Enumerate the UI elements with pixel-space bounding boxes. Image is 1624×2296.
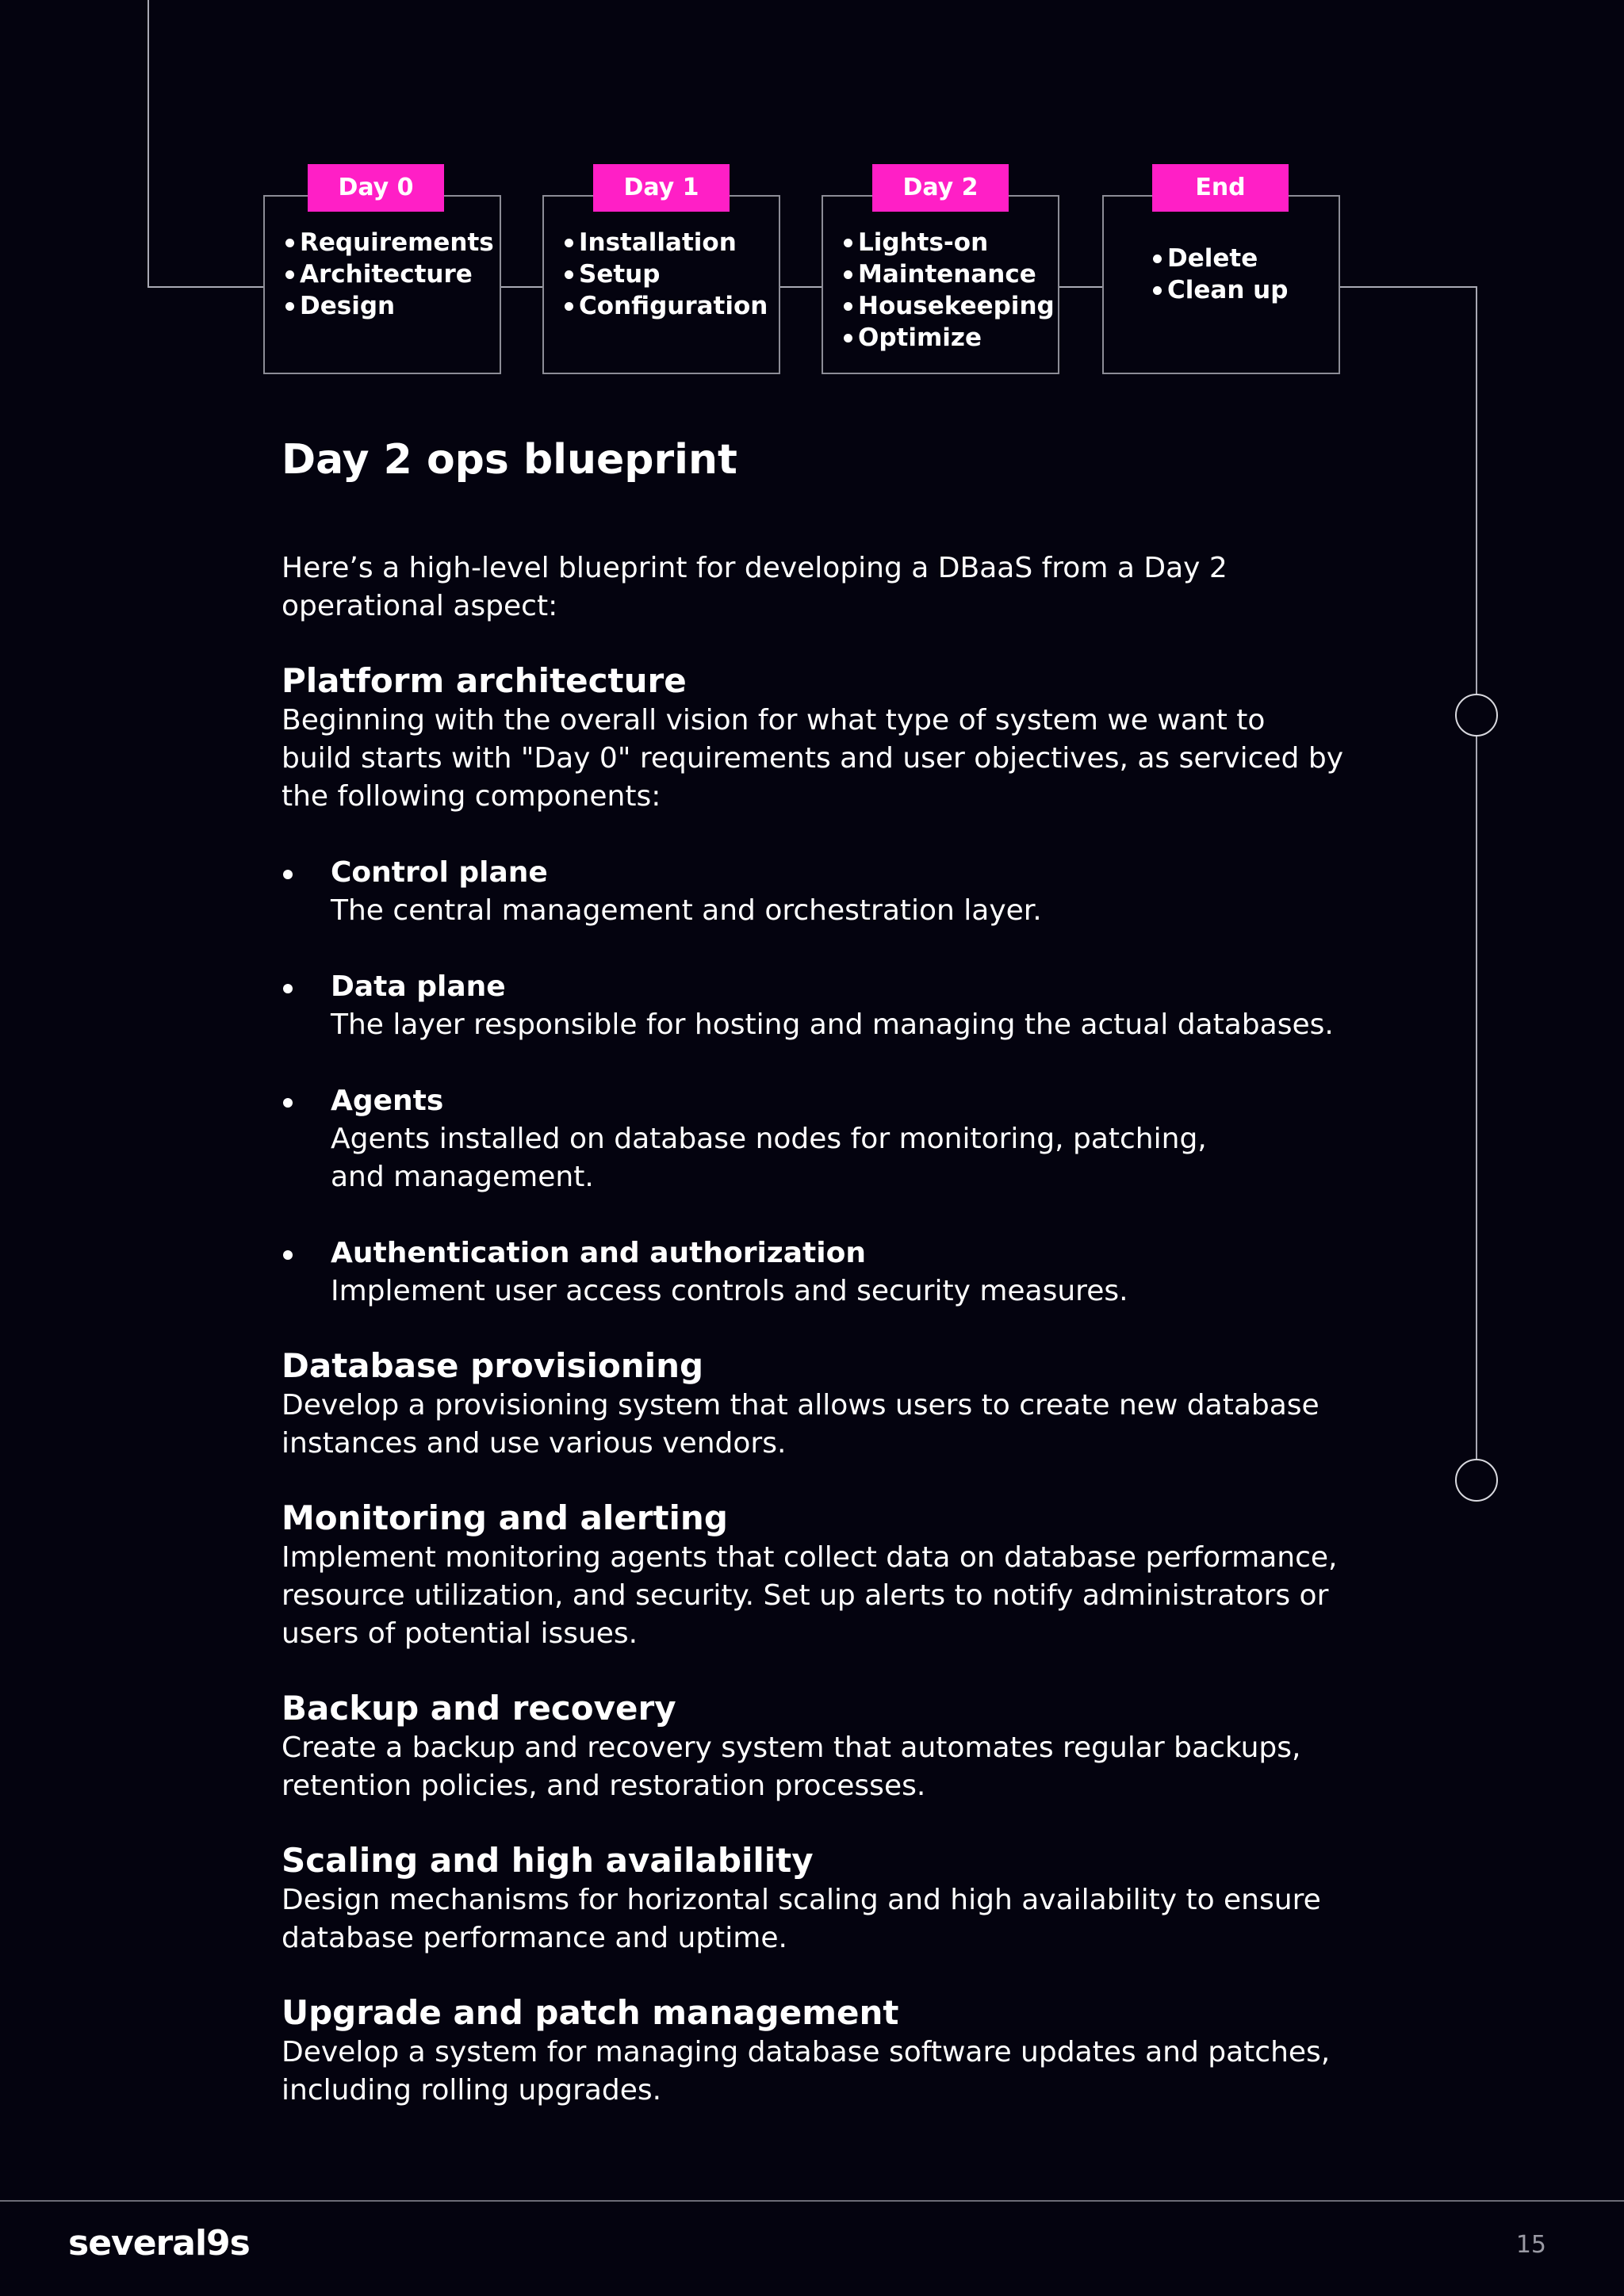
- section-scaling-and-high-availability: [282, 1840, 1344, 1957]
- section-monitoring-and-alerting: [282, 1498, 1344, 1653]
- section-backup-and-recovery: [282, 1688, 1344, 1805]
- section-database-provisioning: [282, 1345, 1344, 1463]
- timeline-right-horizontal-line: [1340, 286, 1477, 288]
- component-name: Data plane: [331, 970, 506, 1003]
- day-0-item: Design: [285, 290, 500, 322]
- end-list: [1104, 197, 1339, 306]
- component-description: The layer responsible for hosting and managing the actual databases.: [331, 1008, 1334, 1041]
- day-1-item: Installation: [565, 227, 779, 258]
- section-heading: Platform architecture: [282, 661, 687, 700]
- day-0-list: [265, 197, 500, 322]
- section-heading: Upgrade and patch management: [282, 1993, 899, 2032]
- component-item: [282, 968, 1344, 1044]
- end-item: Delete: [1153, 243, 1339, 274]
- component-description: Agents installed on database nodes for monitoring, patching, and management.: [331, 1123, 1207, 1193]
- timeline-right-vertical-line: [1476, 286, 1477, 1480]
- timeline-left-vertical-line: [147, 0, 149, 288]
- timeline-left-horizontal-line: [147, 286, 263, 288]
- section-text: Create a backup and recovery system that automates regular backups, retention policies, and restoration processes.: [282, 1732, 1301, 1802]
- timeline-tag-day-0: Day 0: [308, 164, 444, 212]
- day-1-item: Setup: [565, 258, 779, 290]
- day-1-item: Configuration: [565, 290, 779, 322]
- day-2-item: Housekeeping: [844, 290, 1058, 322]
- section-platform-architecture: [282, 660, 1344, 1311]
- day-0-item: Requirements: [285, 227, 500, 258]
- day-0-item: Architecture: [285, 258, 500, 290]
- component-list: [282, 816, 1344, 1311]
- day-2-item: Lights-on: [844, 227, 1058, 258]
- component-item: [282, 1082, 1344, 1196]
- timeline-tag-day-2: Day 2: [872, 164, 1009, 212]
- section-text: Beginning with the overall vision for what type of system we want to build starts with "Day 0" requirements and user objectives, as serviced by the following components:: [282, 704, 1343, 813]
- component-item: [282, 854, 1344, 930]
- section-heading: Monitoring and alerting: [282, 1498, 728, 1537]
- component-name: Control plane: [331, 856, 548, 889]
- day-2-item: Maintenance: [844, 258, 1058, 290]
- component-name: Agents: [331, 1085, 444, 1117]
- timeline-connector-2: [780, 286, 822, 288]
- timeline-connector-1: [501, 286, 542, 288]
- section-upgrade-and-patch-management: [282, 1992, 1344, 2110]
- section-text: Implement monitoring agents that collect data on database performance, resource utilization, and security. Set up alerts to notify administrators or users of potential issues.: [282, 1541, 1338, 1650]
- timeline-box-end: [1102, 195, 1340, 374]
- day-2-list: [823, 197, 1058, 354]
- section-heading: Backup and recovery: [282, 1689, 676, 1728]
- component-item: [282, 1234, 1344, 1311]
- component-name: Authentication and authorization: [331, 1237, 866, 1269]
- timeline-connector-3: [1059, 286, 1102, 288]
- day-2-item: Optimize: [844, 322, 1058, 354]
- intro-paragraph: Here’s a high-level blueprint for developing a DBaaS from a Day 2 operational aspect:: [282, 552, 1228, 622]
- section-text: Develop a provisioning system that allows users to create new database instances and use various vendors.: [282, 1389, 1320, 1460]
- main-content: [282, 432, 1344, 2110]
- timeline-box-day-1: [542, 195, 780, 374]
- timeline-tag-day-1: Day 1: [593, 164, 730, 212]
- timeline-dot-upper: [1455, 694, 1498, 737]
- component-description: Implement user access controls and security measures.: [331, 1275, 1128, 1307]
- timeline-tag-end: End: [1152, 164, 1289, 212]
- end-item: Clean up: [1153, 274, 1339, 306]
- timeline-box-day-0: [263, 195, 501, 374]
- section-heading: Database provisioning: [282, 1346, 704, 1385]
- section-heading: Scaling and high availability: [282, 1841, 814, 1880]
- day-1-list: [544, 197, 779, 322]
- brand-logo: several9s: [68, 2223, 250, 2263]
- page-number: 15: [1515, 2231, 1546, 2259]
- timeline-dot-lower: [1455, 1459, 1498, 1502]
- page-title: Day 2 ops blueprint: [282, 436, 737, 484]
- timeline-box-day-2: [822, 195, 1059, 374]
- section-text: Design mechanisms for horizontal scaling and high availability to ensure database performance and uptime.: [282, 1884, 1321, 1954]
- footer-divider: [0, 2200, 1624, 2202]
- section-text: Develop a system for managing database software updates and patches, including rolling upgrades.: [282, 2036, 1331, 2107]
- component-description: The central management and orchestration layer.: [331, 894, 1042, 927]
